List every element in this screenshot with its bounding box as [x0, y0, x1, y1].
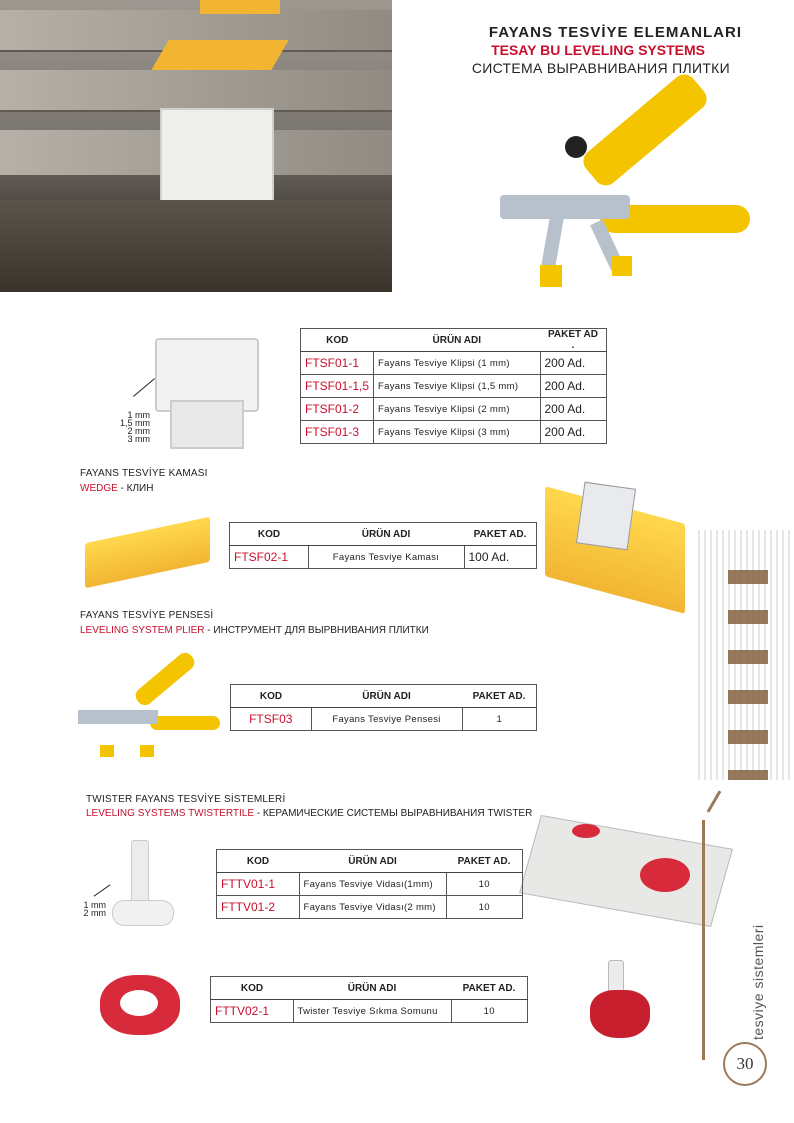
package-qty: 10	[446, 896, 523, 919]
clips-table	[300, 328, 607, 444]
col-header-kod: KOD	[217, 850, 300, 873]
mm-label: 1 mm	[127, 410, 150, 420]
package-qty: 200 Ad.	[540, 398, 607, 421]
page-number: 30	[723, 1042, 767, 1086]
clip-thickness-labels	[100, 411, 150, 443]
col-header-urun: ÜRÜN ADI	[374, 329, 540, 352]
plier-table	[230, 684, 537, 731]
product-name: Fayans Tesviye Kaması	[308, 546, 464, 569]
col-header-kod: KOD	[211, 977, 294, 1000]
product-code: FTSF01-3	[301, 421, 374, 444]
product-name: Fayans Tesviye Vidası(1mm)	[299, 873, 446, 896]
table-row	[217, 873, 523, 896]
sidebar-vertical-label: tesviye sistemleri	[750, 924, 766, 1040]
package-qty: 200 Ad.	[540, 421, 607, 444]
product-code: FTSF02-1	[230, 546, 309, 569]
package-qty: 10	[451, 1000, 528, 1023]
table-row	[301, 421, 607, 444]
mm-label: 1 mm	[83, 900, 106, 910]
col-header-kod: KOD	[231, 685, 312, 708]
table-row	[301, 398, 607, 421]
col-header-paket: PAKET AD.	[462, 685, 537, 708]
product-code: FTTV02-1	[211, 1000, 294, 1023]
mm-label: 2 mm	[83, 908, 106, 918]
col-header-paket: PAKET AD .	[540, 329, 607, 352]
mm-label: 2 mm	[127, 426, 150, 436]
table-row	[230, 546, 537, 569]
col-header-kod: KOD	[230, 523, 309, 546]
page-title-en: TESAY BU LEVELING SYSTEMS	[491, 42, 705, 58]
nut-table	[210, 976, 528, 1023]
wedge-subtitle-ru: - КЛИН	[117, 483, 154, 494]
product-code: FTSF01-2	[301, 398, 374, 421]
col-header-kod: KOD	[301, 329, 374, 352]
plier-subtitle-en: LEVELING SYSTEM PLIER	[80, 625, 205, 636]
screw-thickness-labels	[70, 901, 106, 917]
product-code: FTSF01-1	[301, 352, 374, 375]
col-header-paket: PAKET AD.	[464, 523, 537, 546]
plier-title: FAYANS TESVİYE PENSESİ	[80, 610, 214, 621]
col-header-urun: ÜRÜN ADI	[308, 523, 464, 546]
plier-subtitle	[80, 625, 429, 636]
wedge-subtitle	[80, 483, 153, 494]
package-qty: 200 Ad.	[540, 375, 607, 398]
table-row	[301, 375, 607, 398]
col-header-urun: ÜRÜN ADI	[293, 977, 451, 1000]
mm-label: 3 mm	[127, 434, 150, 444]
table-row	[301, 352, 607, 375]
wedge-table	[229, 522, 537, 569]
twister-subtitle	[86, 808, 532, 819]
product-code: FTTV01-1	[217, 873, 300, 896]
product-name: Fayans Tesviye Klipsi (1 mm)	[374, 352, 540, 375]
product-name: Fayans Tesviye Pensesi	[311, 708, 462, 731]
page-title: FAYANS TESVİYE ELEMANLARI	[488, 24, 742, 41]
hero-photo	[0, 0, 392, 292]
wedge-subtitle-en: WEDGE	[80, 483, 118, 494]
product-name: Fayans Tesviye Klipsi (2 mm)	[374, 398, 540, 421]
package-qty: 200 Ad.	[540, 352, 607, 375]
col-header-paket: PAKET AD.	[451, 977, 528, 1000]
col-header-urun: ÜRÜN ADI	[311, 685, 462, 708]
product-code: FTTV01-2	[217, 896, 300, 919]
package-qty: 100 Ad.	[464, 546, 537, 569]
product-name: Twister Tesviye Sıkma Somunu	[293, 1000, 451, 1023]
twister-subtitle-ru: - КЕРАМИЧЕСКИЕ СИСТЕМЫ ВЫРАВНИВАНИЯ TWISTER	[254, 808, 533, 819]
product-name: Fayans Tesviye Klipsi (1,5 mm)	[374, 375, 540, 398]
page-title-ru: СИСТЕМА ВЫРАВНИВАНИЯ ПЛИТКИ	[471, 60, 730, 76]
sidebar-decoration	[698, 530, 794, 1090]
table-row	[211, 1000, 528, 1023]
table-row	[217, 896, 523, 919]
wedge-title: FAYANS TESVİYE KAMASI	[80, 468, 208, 479]
product-code: FTSF03	[231, 708, 312, 731]
table-row	[231, 708, 537, 731]
product-name: Fayans Tesviye Vidası(2 mm)	[299, 896, 446, 919]
col-header-urun: ÜRÜN ADI	[299, 850, 446, 873]
package-qty: 1	[462, 708, 537, 731]
plier-subtitle-ru: - ИНСТРУМЕНТ ДЛЯ ВЫРВНИВАНИЯ ПЛИТКИ	[204, 625, 429, 636]
twister-table	[216, 849, 523, 919]
product-name: Fayans Tesviye Klipsi (3 mm)	[374, 421, 540, 444]
twister-title: TWISTER FAYANS TESVİYE SİSTEMLERİ	[86, 794, 286, 805]
product-code: FTSF01-1,5	[301, 375, 374, 398]
package-qty: 10	[446, 873, 523, 896]
mm-label: 1,5 mm	[119, 418, 150, 428]
twister-subtitle-en: LEVELING SYSTEMS TWISTERTILE	[86, 808, 255, 819]
col-header-paket: PAKET AD.	[446, 850, 523, 873]
